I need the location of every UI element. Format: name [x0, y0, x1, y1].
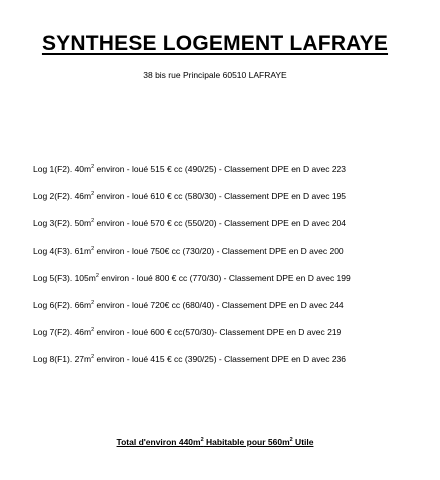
unit-row: [33, 273, 433, 300]
total-superscript-1: 2: [200, 437, 204, 444]
document-title: SYNTHESE LOGEMENT LAFRAYE: [41, 32, 389, 55]
unit-details: environ - loué 800 € cc (770/30) - Classement DPE en D avec 199: [98, 272, 351, 283]
unit-superscript: 2: [91, 300, 95, 307]
unit-prefix: Log 2(F2). 46m: [33, 191, 92, 202]
unit-prefix: Log 1(F2). 40m: [33, 164, 92, 174]
unit-row: [33, 327, 433, 354]
unit-row: [33, 354, 433, 381]
unit-row: [33, 191, 433, 218]
unit-details: environ - loué 600 € cc(570/30)- Classement DPE en D avec 219: [94, 327, 342, 338]
unit-row: [33, 164, 433, 191]
unit-prefix: Log 3(F2). 50m: [33, 218, 92, 229]
unit-prefix: Log 7(F2). 46m: [33, 327, 92, 338]
unit-details: environ - loué 570 € cc (550/20) - Classement DPE en D avec 204: [94, 218, 347, 229]
unit-details: environ - loué 515 € cc (490/25) - Classement DPE en D avec 223: [94, 164, 347, 174]
unit-details: environ - loué 610 € cc (580/30) - Classement DPE en D avec 195: [94, 191, 347, 202]
unit-row: [33, 246, 433, 273]
unit-list: [33, 164, 433, 382]
total-part-1: Total d'environ 440m: [116, 437, 201, 447]
unit-row: [33, 300, 433, 327]
total-part-2: Habitable pour 560m: [203, 437, 290, 447]
unit-prefix: Log 8(F1). 27m: [33, 354, 92, 365]
unit-details: environ - loué 720€ cc (680/40) - Classement DPE en D avec 244: [94, 299, 344, 310]
unit-details: environ - loué 415 € cc (390/25) - Classement DPE en D avec 236: [94, 354, 347, 365]
unit-details: environ - loué 750€ cc (730/20) - Classement DPE en D avec 200: [94, 245, 344, 256]
total-summary: [0, 437, 430, 447]
unit-superscript: 2: [91, 218, 95, 225]
total-superscript-2: 2: [289, 437, 293, 444]
total-part-3: Utile: [292, 437, 314, 447]
unit-prefix: Log 5(F3). 105m: [33, 272, 96, 283]
property-address: 38 bis rue Principale 60510 LAFRAYE: [143, 70, 287, 80]
unit-superscript: 2: [91, 245, 95, 252]
unit-prefix: Log 6(F2). 66m: [33, 299, 92, 310]
unit-superscript: 2: [95, 272, 99, 279]
unit-superscript: 2: [91, 191, 95, 198]
unit-superscript: 2: [91, 327, 95, 334]
unit-prefix: Log 4(F3). 61m: [33, 245, 92, 256]
unit-superscript: 2: [91, 354, 95, 361]
unit-superscript: 2: [91, 164, 95, 171]
unit-row: [33, 218, 433, 245]
